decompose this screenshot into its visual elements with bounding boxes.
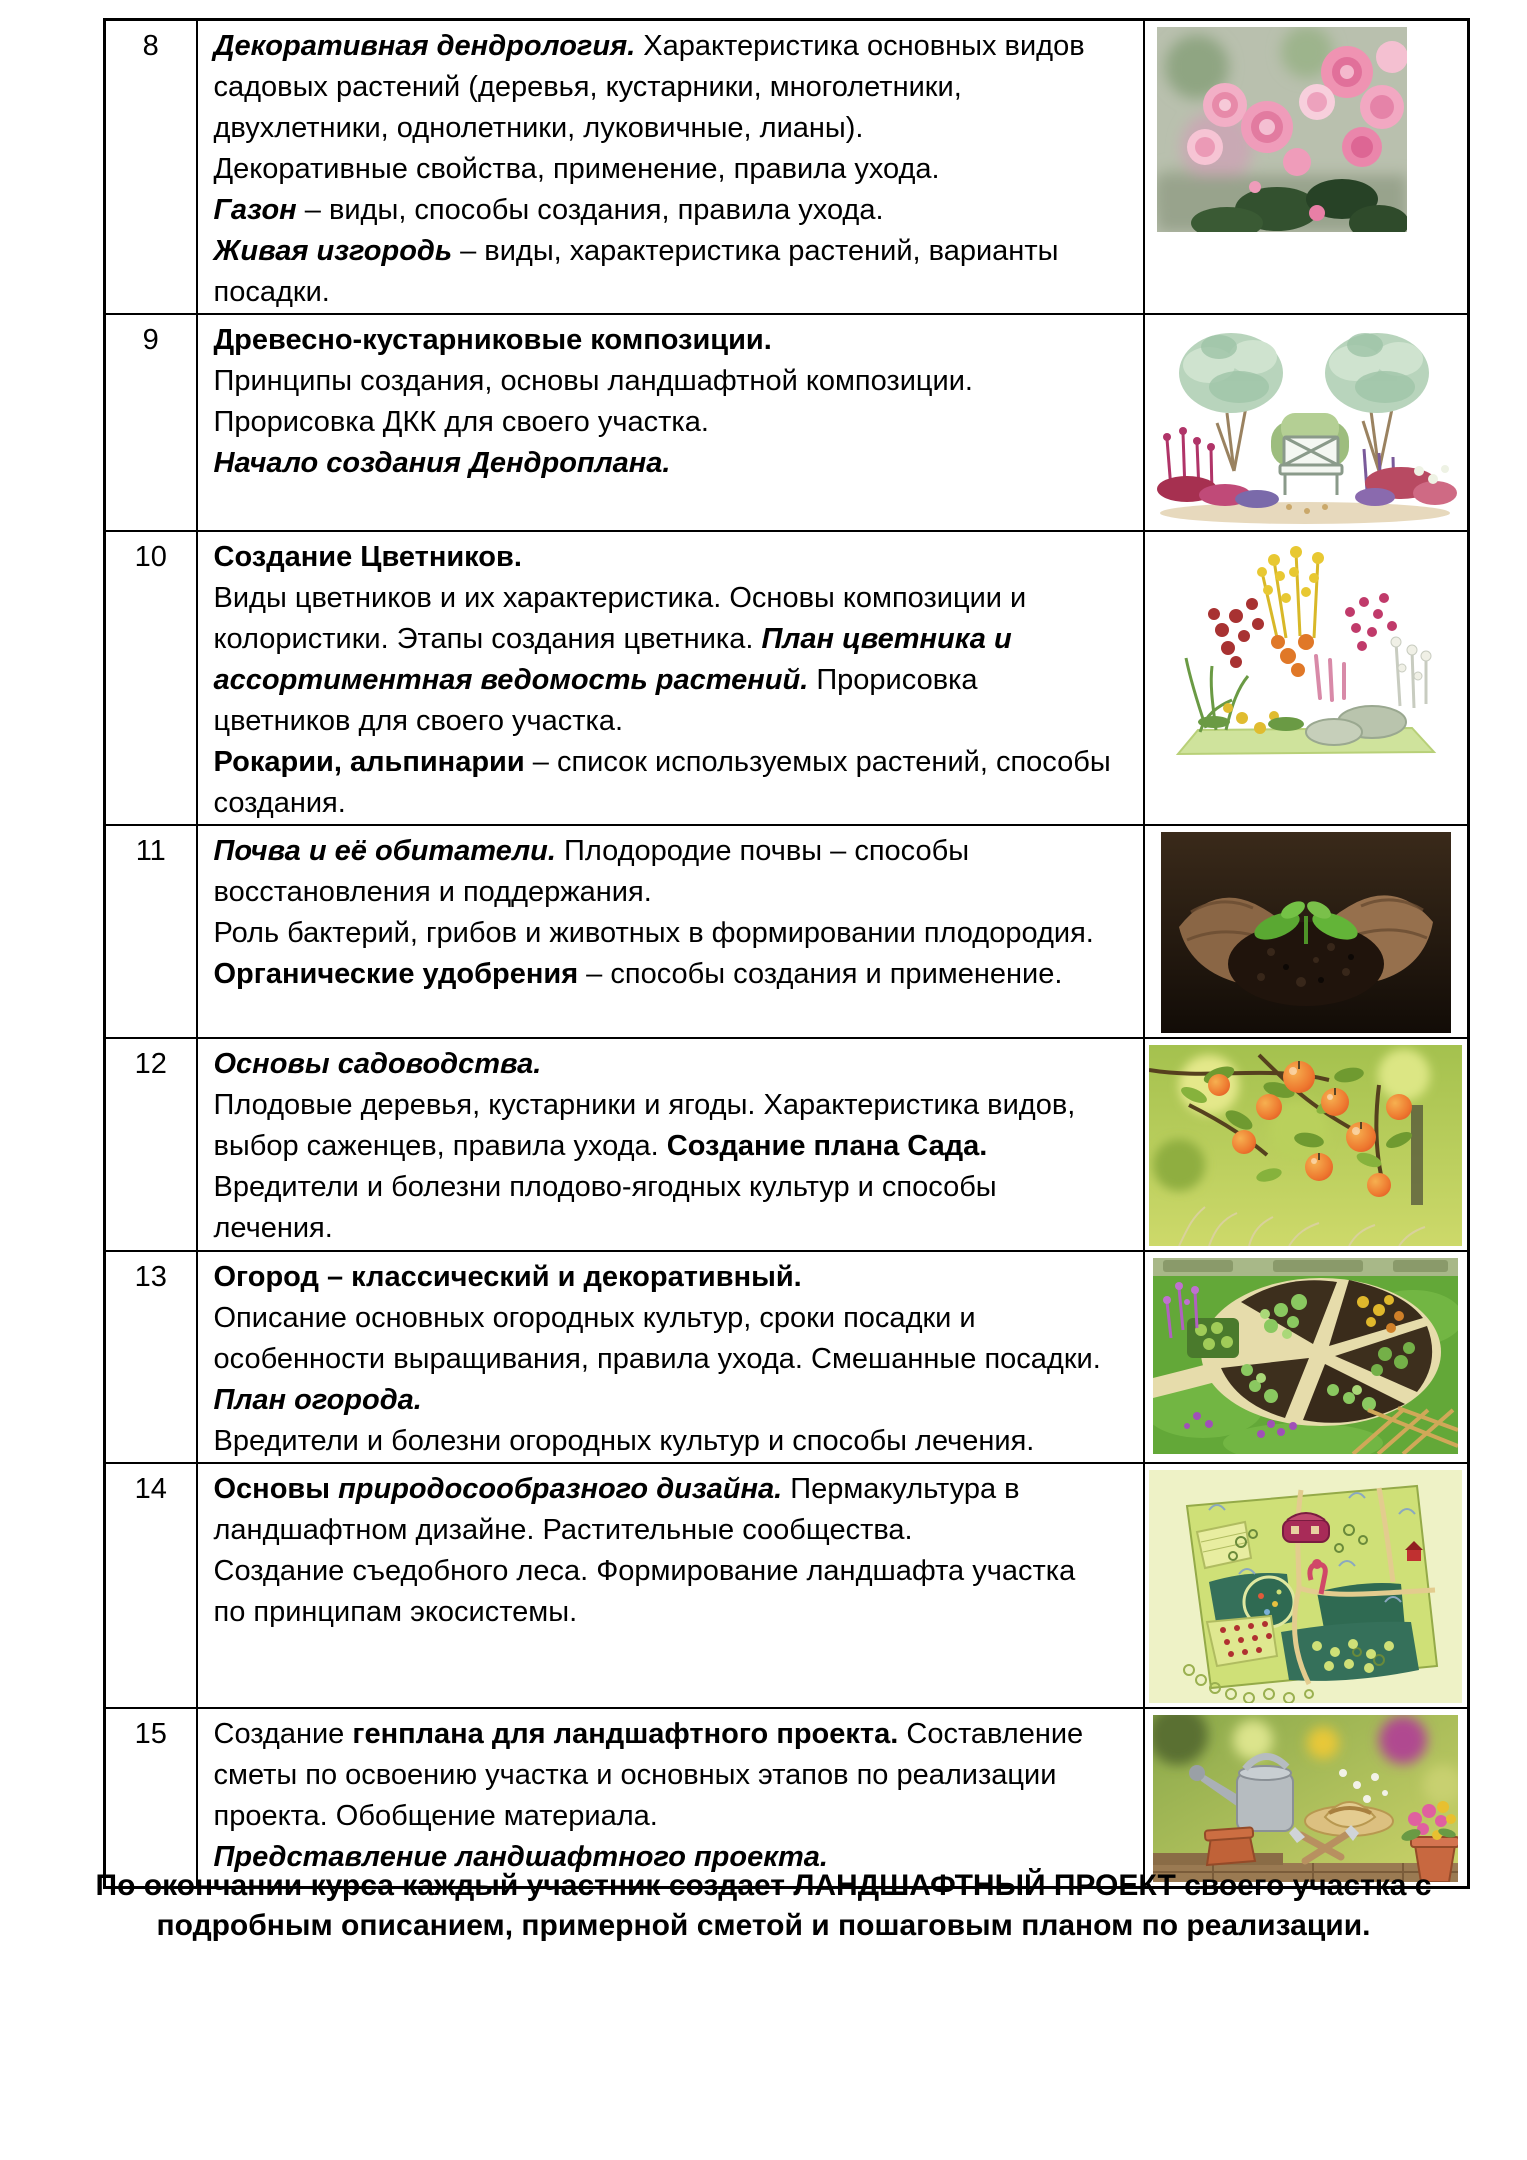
text-segment: – способы создания и применение. [578, 958, 1063, 990]
text-segment: Создание плана Сада. [666, 1130, 988, 1162]
description-paragraph [214, 1714, 1113, 1837]
text-segment: Роль бактерий, грибов и животных в формировании плодородия. [213, 917, 1094, 949]
description-paragraph [214, 320, 1113, 361]
lesson-number: 15 [105, 1708, 197, 1888]
permaculture-plan-illustration [1149, 1470, 1462, 1703]
text-segment: – список используемых растений, способы создания. [213, 746, 1111, 819]
text-segment: Органические удобрения [213, 958, 579, 990]
text-segment: Прорисовка цветников для своего участка. [213, 664, 978, 737]
description-paragraph [214, 1167, 1113, 1249]
text-segment: Древесно-кустарниковые композиции. [213, 324, 772, 356]
text-segment: Характеристика основных видов садовых растений (деревья, кустарники, многолетники, двухлетники, однолетники, луковичные, лианы). [213, 30, 1085, 144]
lesson-number: 9 [105, 314, 197, 531]
hands-soil-seedling-photo [1161, 832, 1451, 1033]
course-row-8 [105, 20, 1469, 315]
lesson-description [197, 1038, 1144, 1251]
pink-roses-photo [1157, 27, 1407, 232]
text-segment: Принципы создания, основы ландшафтной композиции. [213, 365, 973, 397]
lesson-image-cell [1144, 825, 1469, 1038]
description-paragraph [214, 1551, 1113, 1633]
course-row-13 [105, 1251, 1469, 1463]
lesson-description [197, 20, 1144, 315]
text-segment: Создание съедобного леса. Формирование ландшафта участка по принципам экосистемы. [213, 1555, 1076, 1628]
lesson-number: 12 [105, 1038, 197, 1251]
course-footer [0, 1866, 1527, 1946]
lesson-image-cell [1144, 531, 1469, 825]
watercolor-trees-bench-illustration [1149, 321, 1462, 526]
text-segment: генплана для ландшафтного проекта. [352, 1718, 899, 1750]
course-table [103, 18, 1470, 1889]
lesson-number: 8 [105, 20, 197, 315]
flowerbed-illustration [1166, 538, 1446, 763]
garden-tools-flowers-photo [1153, 1715, 1458, 1882]
text-segment: Живая изгородь [213, 235, 453, 267]
course-table-body [105, 20, 1469, 1888]
description-paragraph [214, 742, 1113, 824]
course-row-11 [105, 825, 1469, 1038]
description-paragraph [214, 190, 1113, 231]
description-paragraph [214, 1044, 1113, 1085]
description-paragraph [214, 26, 1113, 149]
description-paragraph [214, 1257, 1113, 1298]
description-paragraph [214, 402, 1113, 443]
lesson-description [197, 825, 1144, 1038]
text-segment: природосообразного дизайна. [338, 1473, 783, 1505]
text-segment: – виды, способы создания, правила ухода. [296, 194, 884, 226]
lesson-image-cell [1144, 1038, 1469, 1251]
description-paragraph [214, 443, 1113, 484]
text-segment: Основы [213, 1473, 339, 1505]
description-paragraph [214, 1421, 1113, 1462]
lesson-description [197, 1251, 1144, 1463]
lesson-number: 13 [105, 1251, 197, 1463]
description-paragraph [214, 1469, 1113, 1551]
lesson-image-cell [1144, 314, 1469, 531]
description-paragraph [214, 149, 1113, 190]
text-segment: Газон [213, 194, 297, 226]
text-segment: Основы садоводства. [213, 1048, 542, 1080]
text-segment: Почва и её обитатели. [213, 835, 556, 867]
lesson-number: 11 [105, 825, 197, 1038]
lesson-image-cell [1144, 1251, 1469, 1463]
description-paragraph [214, 361, 1113, 402]
description-paragraph [214, 231, 1113, 313]
description-paragraph [214, 1085, 1113, 1167]
text-segment: Создание Цветников. [213, 541, 522, 573]
description-paragraph [214, 831, 1113, 913]
course-row-15 [105, 1708, 1469, 1888]
lesson-description [197, 531, 1144, 825]
text-segment: Рокарии, альпинарии [213, 746, 525, 778]
text-segment: Вредители и болезни огородных культур и способы лечения. [213, 1425, 1035, 1457]
footer-line-2: подробным описанием, примерной сметой и пошаговым планом по реализации. [156, 1909, 1371, 1942]
text-segment: Плодородие почвы – способы восстановления и поддержания. [213, 835, 970, 908]
lesson-description [197, 1463, 1144, 1708]
text-segment: План огорода. [213, 1384, 422, 1416]
course-row-10 [105, 531, 1469, 825]
lesson-image-cell [1144, 20, 1469, 315]
course-row-14 [105, 1463, 1469, 1708]
text-segment: Плодовые деревья, кустарники и ягоды. Характеристика видов, выбор саженцев, правила ухода. [213, 1089, 1076, 1162]
text-segment: Декоративные свойства, применение, правила ухода. [213, 153, 940, 185]
text-segment: Составление сметы по освоению участка и основных этапов по реализации проекта. Обобщение материала. [213, 1718, 1084, 1832]
lesson-number: 10 [105, 531, 197, 825]
description-paragraph [214, 1298, 1113, 1421]
lesson-number: 14 [105, 1463, 197, 1708]
text-segment: Пермакультура в ландшафтном дизайне. Растительные сообщества. [213, 1473, 1020, 1546]
text-segment: Виды цветников и их характеристика. Основы композиции и колористики. Этапы создания цветника. [213, 582, 1027, 655]
text-segment: Начало создания Дендроплана. [213, 447, 671, 479]
text-segment: Прорисовка ДКК для своего участка. [213, 406, 709, 438]
course-row-12 [105, 1038, 1469, 1251]
text-segment: Вредители и болезни плодово-ягодных культур и способы лечения. [213, 1171, 997, 1244]
text-segment: План цветника и ассортиментная ведомость растений. [213, 623, 1012, 696]
description-paragraph [214, 913, 1113, 995]
lesson-image-cell [1144, 1708, 1469, 1888]
lesson-image-cell [1144, 1463, 1469, 1708]
text-segment: Описание основных огородных культур, сроки посадки и особенности выращивания, правила ухода. Смешанные посадки. [213, 1302, 1101, 1375]
text-segment: Создание [213, 1718, 353, 1750]
text-segment: Огород – классический и декоративный. [213, 1261, 802, 1293]
lesson-description [197, 314, 1144, 531]
text-segment: – виды, характеристика растений, варианты посадки. [213, 235, 1059, 308]
lesson-description [197, 1708, 1144, 1888]
description-paragraph [214, 578, 1113, 742]
circular-kitchen-garden-photo [1153, 1258, 1458, 1454]
text-segment: Представление ландшафтного проекта. [213, 1841, 828, 1873]
description-paragraph [214, 537, 1113, 578]
text-segment: Декоративная дендрология. [213, 30, 636, 62]
footer-line-1: По окончании курса каждый участник создает ЛАНДШАФТНЫЙ ПРОЕКТ своего участка с [95, 1869, 1432, 1902]
course-row-9 [105, 314, 1469, 531]
fruit-tree-apples-photo [1149, 1045, 1462, 1246]
